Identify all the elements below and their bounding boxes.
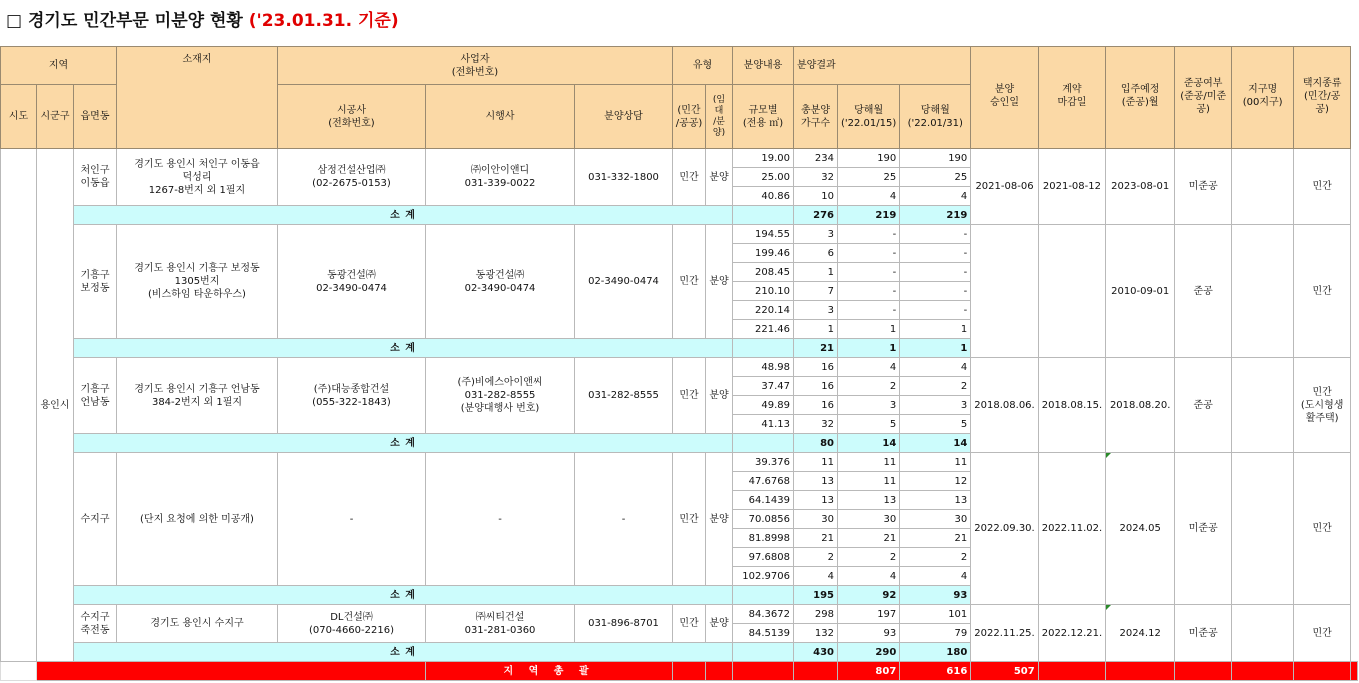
- header-total-units: 총분양 가구수: [794, 85, 838, 149]
- approval-cell: 2018.08.06.: [971, 358, 1038, 453]
- subtotal-units: 80: [794, 434, 838, 453]
- builder-cell: 삼정건설산업㈜ (02-2675-0153): [278, 149, 426, 206]
- size-cell: 41.13: [733, 415, 794, 434]
- sido-cell: [1, 149, 37, 662]
- subtotal-units: 430: [794, 643, 838, 662]
- month15-cell: 190: [838, 149, 900, 168]
- private-public-cell: 민간: [673, 453, 706, 586]
- builder-cell: (주)대능종합건설 (055-322-1843): [278, 358, 426, 434]
- contract-cell: 2022.12.21.: [1038, 605, 1105, 662]
- total-month31: 507: [971, 662, 1038, 681]
- month31-cell: 11: [900, 453, 971, 472]
- location-cell: (단지 요청에 의한 미공개): [117, 453, 278, 586]
- city-cell: 용인시: [37, 149, 74, 662]
- month31-cell: 5: [900, 415, 971, 434]
- table-row: [1, 605, 1358, 624]
- month31-cell: 30: [900, 510, 971, 529]
- subtotal-size: [733, 206, 794, 225]
- month15-cell: -: [838, 263, 900, 282]
- grand-total-row: [1, 662, 1358, 681]
- total-month15: 616: [900, 662, 971, 681]
- month15-cell: 5: [838, 415, 900, 434]
- units-cell: 4: [794, 567, 838, 586]
- subtotal-label: 소 계: [74, 434, 733, 453]
- eup-cell: 기흥구 언남동: [74, 358, 117, 434]
- contract-cell: 2022.11.02.: [1038, 453, 1105, 605]
- location-cell: 경기도 용인시 기흥구 언남동 384-2번지 외 1필지: [117, 358, 278, 434]
- header-result: 분양결과: [794, 47, 971, 85]
- subtotal-size: [733, 434, 794, 453]
- subtotal-label: 소 계: [74, 643, 733, 662]
- builder-cell: DL건설㈜ (070-4660-2216): [278, 605, 426, 643]
- header-size: 규모별 (전용 ㎡): [733, 85, 794, 149]
- units-cell: 32: [794, 415, 838, 434]
- consult-cell: -: [575, 453, 673, 586]
- header-region: 지역: [1, 47, 117, 85]
- total-size: [794, 662, 838, 681]
- total-filler: [1175, 662, 1232, 681]
- month15-cell: 4: [838, 358, 900, 377]
- header-landtype: 택지종류 (민간/공 공): [1294, 47, 1351, 149]
- month15-cell: 93: [838, 624, 900, 643]
- district-cell: [1232, 358, 1294, 453]
- units-cell: 11: [794, 453, 838, 472]
- units-cell: 1: [794, 263, 838, 282]
- size-cell: 84.5139: [733, 624, 794, 643]
- size-cell: 47.6768: [733, 472, 794, 491]
- title-prefix: □ 경기도 민간부문 미분양 현황: [6, 11, 243, 31]
- contract-cell: 2018.08.15.: [1038, 358, 1105, 453]
- approval-cell: 2022.11.25.: [971, 605, 1038, 662]
- private-public-cell: 민간: [673, 605, 706, 643]
- header-business: [278, 47, 673, 85]
- district-cell: [1232, 225, 1294, 358]
- units-cell: 13: [794, 472, 838, 491]
- subtotal-month15: 219: [838, 206, 900, 225]
- size-cell: 19.00: [733, 149, 794, 168]
- landtype-cell: 민간: [1294, 605, 1351, 662]
- header-builder: 시공사 (전화번호): [278, 85, 426, 149]
- subtotal-month31: 93: [900, 586, 971, 605]
- units-cell: 3: [794, 301, 838, 320]
- private-public-cell: 민간: [673, 358, 706, 434]
- builder-cell: 동광건설㈜ 02-3490-0474: [278, 225, 426, 339]
- table-row: [1, 453, 1358, 472]
- size-cell: 194.55: [733, 225, 794, 244]
- month31-cell: 12: [900, 472, 971, 491]
- subtotal-size: [733, 643, 794, 662]
- units-cell: 32: [794, 168, 838, 187]
- month31-cell: -: [900, 244, 971, 263]
- month31-cell: 4: [900, 567, 971, 586]
- month15-cell: 2: [838, 377, 900, 396]
- month31-cell: 101: [900, 605, 971, 624]
- movein-cell: 2024.05: [1106, 453, 1175, 605]
- units-cell: 132: [794, 624, 838, 643]
- consult-cell: 031-896-8701: [575, 605, 673, 643]
- month15-cell: 25: [838, 168, 900, 187]
- size-cell: 64.1439: [733, 491, 794, 510]
- total-filler: [1294, 662, 1351, 681]
- district-cell: [1232, 605, 1294, 662]
- month15-cell: -: [838, 225, 900, 244]
- rent-sale-cell: 분양: [706, 225, 733, 339]
- month31-cell: 190: [900, 149, 971, 168]
- month31-cell: -: [900, 282, 971, 301]
- header-sido: 시도: [1, 85, 37, 149]
- developer-cell: 동광건설㈜ 02-3490-0474: [426, 225, 575, 339]
- rent-sale-cell: 분양: [706, 453, 733, 586]
- private-public-cell: 민간: [673, 225, 706, 339]
- subtotal-month15: 14: [838, 434, 900, 453]
- subtotal-month31: 219: [900, 206, 971, 225]
- header-private-public: (민간 /공공): [673, 85, 706, 149]
- month31-cell: -: [900, 263, 971, 282]
- eup-cell: 수지구: [74, 453, 117, 586]
- subtotal-units: 195: [794, 586, 838, 605]
- unsold-housing-table: [0, 46, 1358, 681]
- developer-cell: ㈜씨티건설 031-281-0360: [426, 605, 575, 643]
- units-cell: 16: [794, 358, 838, 377]
- table-row: [1, 225, 1358, 244]
- builder-cell: -: [278, 453, 426, 586]
- developer-cell: (주)비에스아이앤씨 031-282-8555 (분양대행사 번호): [426, 358, 575, 434]
- units-cell: 2: [794, 548, 838, 567]
- total-filler: [1038, 662, 1105, 681]
- month15-cell: -: [838, 282, 900, 301]
- units-cell: 30: [794, 510, 838, 529]
- size-cell: 39.376: [733, 453, 794, 472]
- location-cell: 경기도 용인시 처인구 이동읍 덕성리 1267-8번지 외 1필지: [117, 149, 278, 206]
- movein-cell: 2024.12: [1106, 605, 1175, 662]
- size-cell: 221.46: [733, 320, 794, 339]
- subtotal-month15: 92: [838, 586, 900, 605]
- consult-cell: 031-332-1800: [575, 149, 673, 206]
- subtotal-label: 소 계: [74, 206, 733, 225]
- month15-cell: -: [838, 301, 900, 320]
- month15-cell: 11: [838, 472, 900, 491]
- contract-cell: 2021-08-12: [1038, 149, 1105, 225]
- size-cell: 210.10: [733, 282, 794, 301]
- header-district: 지구명 (00지구): [1232, 47, 1294, 149]
- month31-cell: 3: [900, 396, 971, 415]
- developer-cell: ㈜이안이앤디 031-339-0022: [426, 149, 575, 206]
- header-approval: 분양 승인일: [971, 47, 1038, 149]
- total-priv: [706, 662, 733, 681]
- subtotal-units: 21: [794, 339, 838, 358]
- units-cell: 3: [794, 225, 838, 244]
- total-red-lead: [37, 662, 426, 681]
- private-public-cell: 민간: [673, 149, 706, 206]
- size-cell: 220.14: [733, 301, 794, 320]
- header-movein: 입주예정 (준공)월: [1106, 47, 1175, 149]
- completion-cell: 미준공: [1175, 149, 1232, 225]
- movein-cell: 2018.08.20.: [1106, 358, 1175, 453]
- total-label: 지 역 총 괄: [426, 662, 673, 681]
- landtype-cell: 민간 (도시형생 활주택): [1294, 358, 1351, 453]
- size-cell: 49.89: [733, 396, 794, 415]
- month31-cell: 79: [900, 624, 971, 643]
- subtotal-label: 소 계: [74, 339, 733, 358]
- month15-cell: 4: [838, 567, 900, 586]
- location-cell: 경기도 용인시 기흥구 보정동 1305번지 (비스하임 타운하우스): [117, 225, 278, 339]
- month31-cell: -: [900, 225, 971, 244]
- units-cell: 298: [794, 605, 838, 624]
- header-eup: 읍면동: [74, 85, 117, 149]
- units-cell: 16: [794, 396, 838, 415]
- header-location: 소재지: [117, 47, 278, 149]
- completion-cell: 준공: [1175, 225, 1232, 358]
- rent-sale-cell: 분양: [706, 358, 733, 434]
- month15-cell: -: [838, 244, 900, 263]
- approval-cell: 2021-08-06: [971, 149, 1038, 225]
- month31-cell: 13: [900, 491, 971, 510]
- units-cell: 10: [794, 187, 838, 206]
- header-type: 유형: [673, 47, 733, 85]
- month31-cell: 21: [900, 529, 971, 548]
- units-cell: 7: [794, 282, 838, 301]
- month15-cell: 3: [838, 396, 900, 415]
- rent-sale-cell: 분양: [706, 149, 733, 206]
- month15-cell: 21: [838, 529, 900, 548]
- month31-cell: 2: [900, 548, 971, 567]
- contract-cell: [1038, 225, 1105, 358]
- units-cell: 234: [794, 149, 838, 168]
- header-month-31: 당해월 ('22.01/31): [900, 85, 971, 149]
- total-filler: [1232, 662, 1294, 681]
- header-contract: 계약 마감일: [1038, 47, 1105, 149]
- size-cell: 199.46: [733, 244, 794, 263]
- district-cell: [1232, 149, 1294, 225]
- total-consult: [673, 662, 706, 681]
- header-sigungu: 시군구: [37, 85, 74, 149]
- month15-cell: 2: [838, 548, 900, 567]
- month31-cell: 1: [900, 320, 971, 339]
- size-cell: 102.9706: [733, 567, 794, 586]
- size-cell: 70.0856: [733, 510, 794, 529]
- units-cell: 16: [794, 377, 838, 396]
- header-month-15: 당해월 ('22.01/15): [838, 85, 900, 149]
- landtype-cell: 민간: [1294, 149, 1351, 225]
- consult-cell: 02-3490-0474: [575, 225, 673, 339]
- month31-cell: 4: [900, 187, 971, 206]
- approval-cell: 2022.09.30.: [971, 453, 1038, 605]
- subtotal-month31: 180: [900, 643, 971, 662]
- header-content: 분양내용: [733, 47, 794, 85]
- subtotal-month15: 1: [838, 339, 900, 358]
- completion-cell: 준공: [1175, 358, 1232, 453]
- month15-cell: 197: [838, 605, 900, 624]
- total-filler: [1351, 662, 1358, 681]
- table-row: [1, 149, 1358, 168]
- table-row: [1, 358, 1358, 377]
- location-cell: 경기도 용인시 수지구: [117, 605, 278, 643]
- month31-cell: -: [900, 301, 971, 320]
- subtotal-month31: 14: [900, 434, 971, 453]
- subtotal-size: [733, 586, 794, 605]
- month31-cell: 25: [900, 168, 971, 187]
- header-completion: 준공여부 (준공/미준 공): [1175, 47, 1232, 149]
- size-cell: 81.8998: [733, 529, 794, 548]
- size-cell: 40.86: [733, 187, 794, 206]
- size-cell: 37.47: [733, 377, 794, 396]
- district-cell: [1232, 453, 1294, 605]
- movein-cell: 2023-08-01: [1106, 149, 1175, 225]
- eup-cell: 기흥구 보정동: [74, 225, 117, 339]
- approval-cell: [971, 225, 1038, 358]
- subtotal-units: 276: [794, 206, 838, 225]
- title-date: ('23.01.31. 기준): [248, 11, 399, 31]
- units-cell: 6: [794, 244, 838, 263]
- month15-cell: 30: [838, 510, 900, 529]
- units-cell: 13: [794, 491, 838, 510]
- month15-cell: 1: [838, 320, 900, 339]
- header-developer: 시행사: [426, 85, 575, 149]
- header-consult: 분양상담: [575, 85, 673, 149]
- size-cell: 84.3672: [733, 605, 794, 624]
- month15-cell: 4: [838, 187, 900, 206]
- month15-cell: 11: [838, 453, 900, 472]
- month31-cell: 4: [900, 358, 971, 377]
- movein-cell: 2010-09-01: [1106, 225, 1175, 358]
- subtotal-month31: 1: [900, 339, 971, 358]
- size-cell: 208.45: [733, 263, 794, 282]
- month31-cell: 2: [900, 377, 971, 396]
- total-units: 807: [838, 662, 900, 681]
- consult-cell: 031-282-8555: [575, 358, 673, 434]
- size-cell: 25.00: [733, 168, 794, 187]
- landtype-cell: 민간: [1294, 225, 1351, 358]
- completion-cell: 미준공: [1175, 605, 1232, 662]
- size-cell: 97.6808: [733, 548, 794, 567]
- eup-cell: 수지구 죽전동: [74, 605, 117, 643]
- page-title: [6, 6, 399, 36]
- eup-cell: 처인구 이동읍: [74, 149, 117, 206]
- header-rent-sale: (임 대 /분 양): [706, 85, 733, 149]
- total-filler: [1106, 662, 1175, 681]
- subtotal-label: 소 계: [74, 586, 733, 605]
- subtotal-size: [733, 339, 794, 358]
- completion-cell: 미준공: [1175, 453, 1232, 605]
- size-cell: 48.98: [733, 358, 794, 377]
- total-sale: [733, 662, 794, 681]
- landtype-cell: 민간: [1294, 453, 1351, 605]
- month15-cell: 13: [838, 491, 900, 510]
- units-cell: 1: [794, 320, 838, 339]
- header-business-text: 사업자 (전화번호): [451, 53, 499, 78]
- rent-sale-cell: 분양: [706, 605, 733, 643]
- developer-cell: -: [426, 453, 575, 586]
- units-cell: 21: [794, 529, 838, 548]
- subtotal-month15: 290: [838, 643, 900, 662]
- total-blank: [1, 662, 37, 681]
